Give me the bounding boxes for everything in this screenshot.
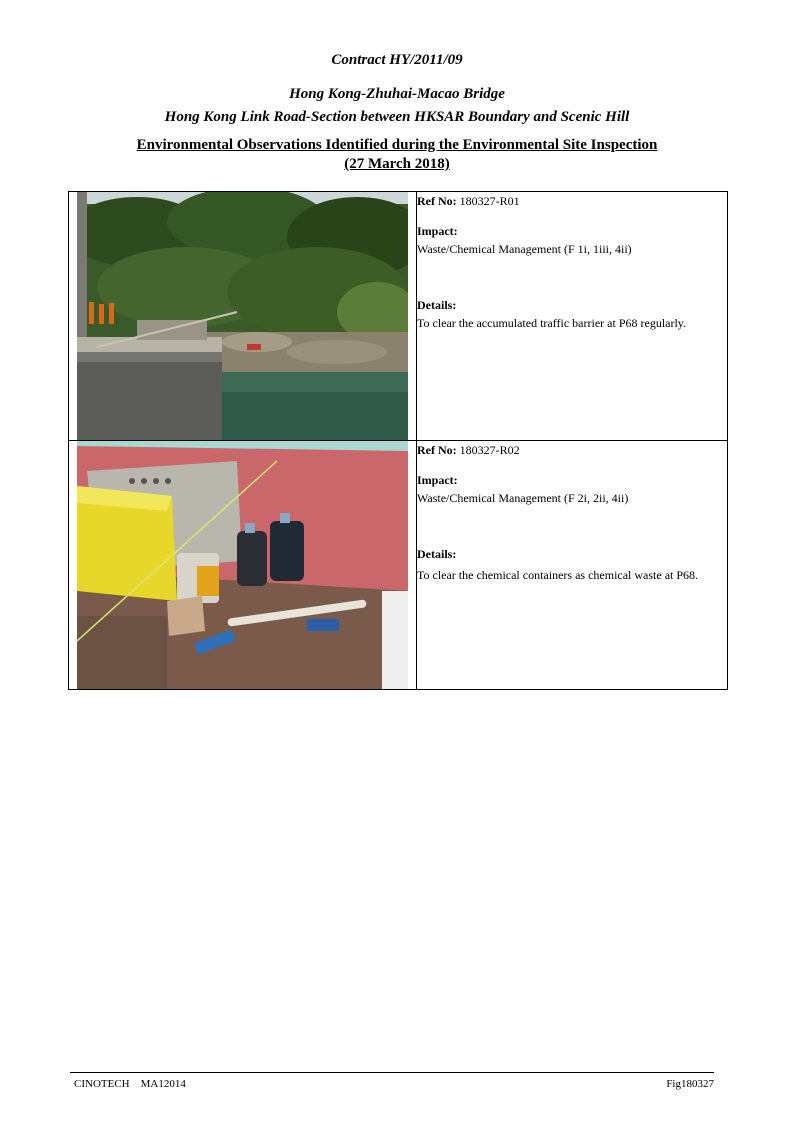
details-field (417, 545, 727, 587)
details-value: To clear the chemical containers as chemical waste at P68. (417, 568, 699, 582)
observation-table (68, 191, 728, 690)
ref-no-field (417, 441, 727, 459)
footer-figure-number: Fig180327 (666, 1078, 714, 1090)
project-title-line1: Hong Kong-Zhuhai-Macao Bridge (289, 86, 505, 102)
report-title-line1: Environmental Observations Identified during the Environmental Site Inspection (136, 137, 658, 153)
observation-details-cell (417, 192, 728, 441)
ref-no-field (417, 192, 727, 210)
contract-number: Contract HY/2011/09 (331, 52, 463, 68)
impact-field (417, 222, 727, 258)
project-title-line2: Hong Kong Link Road-Section between HKSAR Boundary and Scenic Hill (164, 109, 630, 125)
impact-label: Impact: (417, 473, 458, 487)
details-label: Details: (417, 547, 457, 561)
impact-label: Impact: (417, 224, 458, 238)
details-label: Details: (417, 298, 457, 312)
details-field (417, 296, 727, 332)
ref-no-value: 180327-R02 (459, 443, 520, 457)
photo-cell (69, 192, 417, 441)
impact-value: Waste/Chemical Management (F 1i, 1iii, 4ii) (417, 242, 632, 256)
observation-details-cell (417, 441, 728, 690)
footer-divider (70, 1072, 714, 1073)
footer-company-ref: CINOTECH MA12014 (74, 1078, 186, 1090)
ref-no-label: Ref No: (417, 194, 457, 208)
table-row (69, 192, 728, 441)
impact-field (417, 471, 727, 507)
details-value: To clear the accumulated traffic barrier at P68 regularly. (417, 316, 687, 330)
impact-value: Waste/Chemical Management (F 2i, 2ii, 4ii) (417, 491, 629, 505)
site-photo-shoreline (77, 192, 408, 440)
ref-no-value: 180327-R01 (459, 194, 520, 208)
site-photo-chemical-containers (77, 441, 408, 689)
ref-no-label: Ref No: (417, 443, 457, 457)
photo-cell (69, 441, 417, 690)
table-row (69, 441, 728, 690)
report-title-date: (27 March 2018) (344, 156, 450, 172)
